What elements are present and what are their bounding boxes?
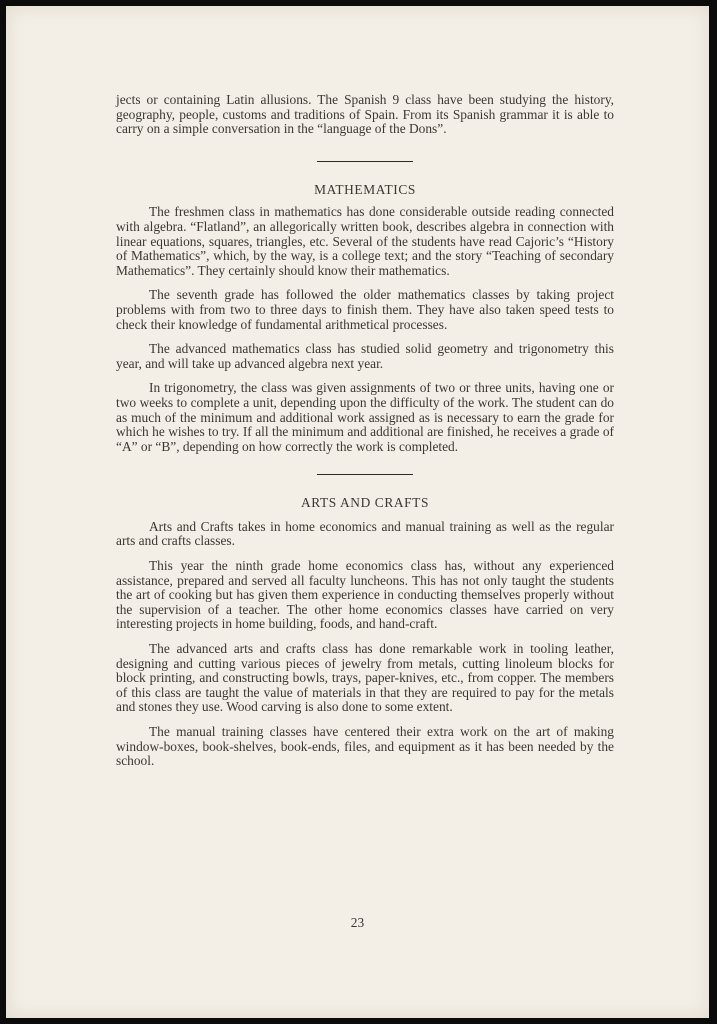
section-divider	[317, 474, 413, 475]
arts-and-crafts-paragraph: This year the ninth grade home economics class has, without any experienced assistance, prepared and served all faculty luncheons. This has not only taught the students the art of cooking but has given them experience in conducting themselves properly without the supervision of a teacher. The other home economics classes have carried on very interesting projects in home building, foods, and hand-craft.	[116, 558, 614, 632]
arts-and-crafts-paragraph: The advanced arts and crafts class has done remarkable work in tooling leather, designing and cutting various pieces of jewelry from metals, cutting linoleum blocks for block printing, and constructing bowls, trays, paper-knives, etc., from copper. The members of this class are taught the value of materials in that they are required to pay for the metals and stones they use. Wood carving is also done to some extent.	[116, 641, 614, 715]
mathematics-paragraph: The freshmen class in mathematics has done considerable outside reading connected with algebra. “Flatland”, an allegorically written book, describes algebra in connection with linear equations, squares, triangles, etc. Several of the students have read Cajoric’s “History of Mathematics”, which, by the way, is a college text; and the story “Teaching of secondary Mathematics”. They certainly should know their mathematics.	[116, 204, 614, 278]
page-number: 23	[350, 915, 365, 930]
mathematics-paragraph: The seventh grade has followed the older mathematics classes by taking project problems with from two to three days to finish them. They have also taken speed tests to check their knowledge of fundamental arithmetical processes.	[116, 287, 614, 332]
mathematics-paragraph: In trigonometry, the class was given assignments of two or three units, having one or two weeks to complete a unit, depending upon the difficulty of the work. The student can do as much of the minimum and additional work assigned as is necessary to earn the grade for which he wishes to try. If all the minimum and additional are finished, he receives a grade of “A” or “B”, depending on how correctly the work is completed.	[116, 380, 614, 454]
page-body	[116, 93, 614, 769]
mathematics-heading: MATHEMATICS	[314, 181, 416, 197]
arts-and-crafts-paragraph: The manual training classes have centered their extra work on the art of making window-boxes, book-shelves, book-ends, files, and equipment as it has been needed by the school.	[116, 724, 614, 769]
document-page	[6, 6, 709, 1018]
section-divider	[317, 161, 413, 162]
mathematics-paragraph: The advanced mathematics class has studied solid geometry and trigonometry this year, and will take up advanced algebra next year.	[116, 341, 614, 371]
arts-and-crafts-paragraph: Arts and Crafts takes in home economics and manual training as well as the regular arts and crafts classes.	[116, 518, 614, 549]
intro-paragraph: jects or containing Latin allusions. The Spanish 9 class have been studying the history, geography, people, customs and traditions of Spain. From its Spanish grammar it is able to carry on a simple conversation in the “language of the Dons”.	[116, 92, 614, 137]
arts-and-crafts-heading: ARTS AND CRAFTS	[301, 495, 429, 511]
